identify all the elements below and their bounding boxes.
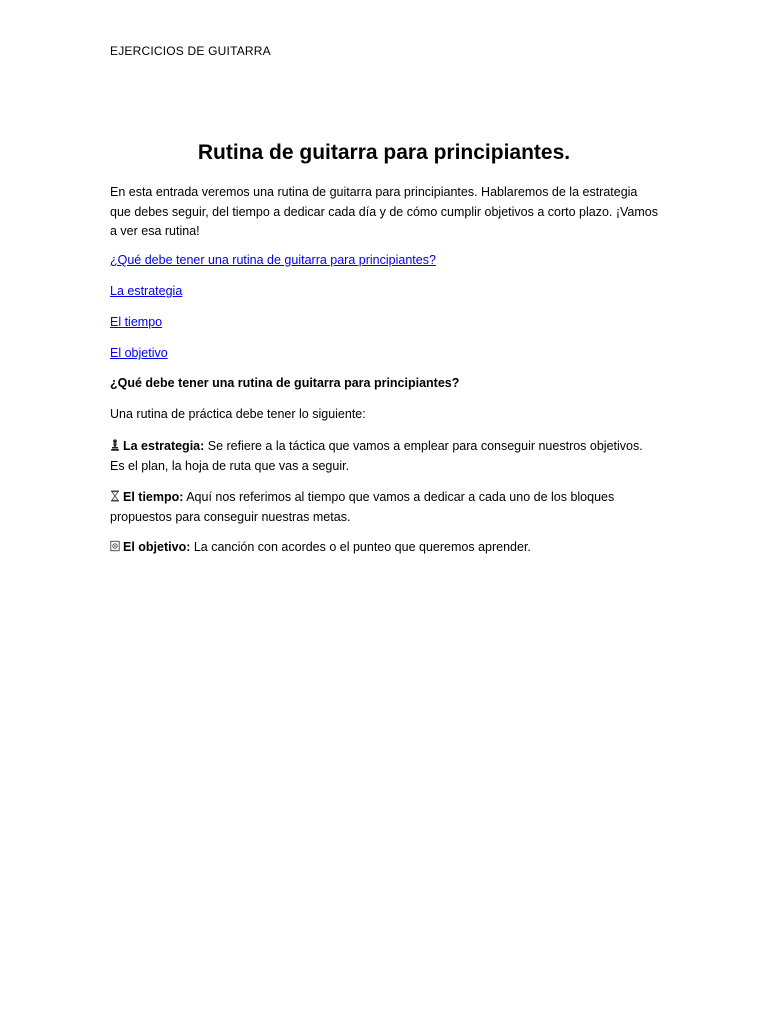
- list-item-estrategia: [110, 437, 660, 476]
- toc-link-el-objetivo[interactable]: El objetivo: [110, 346, 168, 360]
- document-header: EJERCICIOS DE GUITARRA: [110, 44, 271, 58]
- chess-piece-icon: [110, 438, 120, 450]
- section-heading: ¿Qué debe tener una rutina de guitarra para principiantes?: [110, 376, 460, 390]
- page-title: Rutina de guitarra para principiantes.: [197, 141, 571, 164]
- toc-link-la-estrategia[interactable]: La estrategia: [110, 284, 183, 298]
- list-item-objetivo: [110, 538, 660, 558]
- item-term: La estrategia:: [123, 439, 205, 453]
- intro-paragraph: En esta entrada veremos una rutina de guitarra para principiantes. Hablaremos de la estrategia que debes seguir, del tiempo a dedicar cada día y de cómo cumplir objetivos a corto plazo. ¡Vamos a ver esa rutina!: [110, 185, 658, 238]
- hourglass-icon: [110, 489, 120, 501]
- item-text: Se refiere a la táctica que vamos a emplear para conseguir nuestros objetivos. Es el plan, la hoja de ruta que vas a seguir.: [110, 439, 643, 473]
- item-text: La canción con acordes o el punteo que queremos aprender.: [190, 540, 531, 554]
- toc-link-el-tiempo[interactable]: El tiempo: [110, 315, 163, 329]
- toc-link-que-debe-tener[interactable]: ¿Qué debe tener una rutina de guitarra para principiantes?: [110, 253, 436, 267]
- target-icon: [110, 539, 120, 551]
- section-intro: Una rutina de práctica debe tener lo siguiente:: [110, 407, 366, 421]
- item-term: El objetivo:: [123, 540, 191, 554]
- item-text: Aquí nos referimos al tiempo que vamos a dedicar a cada uno de los bloques propuestos para conseguir nuestras metas.: [110, 490, 615, 524]
- item-term: El tiempo:: [123, 490, 184, 504]
- list-item-tiempo: [110, 488, 660, 527]
